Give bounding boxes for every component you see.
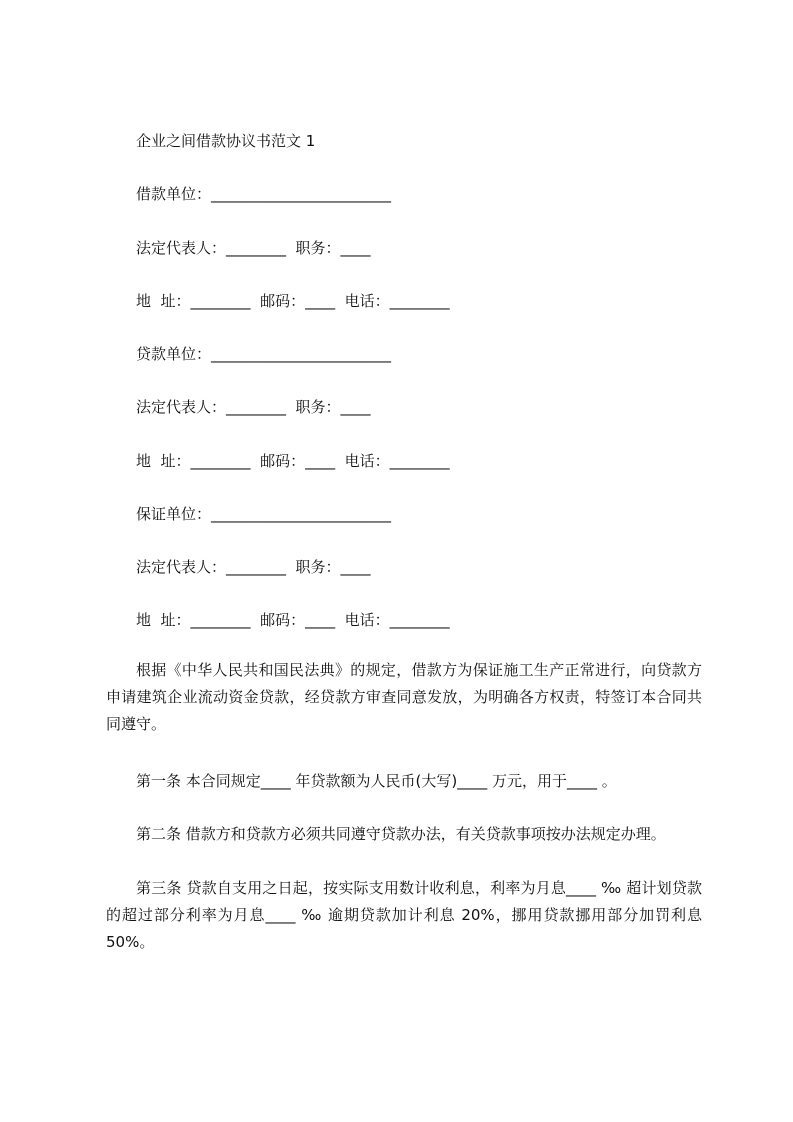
lender-address-line: 地 址：________ 邮码：____ 电话：________: [136, 452, 450, 470]
article-3: 第三条 贷款自支用之日起，按实际支用数计收利息，利率为月息____ ‰ 超计划贷款的超过部分利率为月息____ ‰ 逾期贷款加计利息 20%，挪用贷款挪用部分加罚利息 50%。: [106, 879, 702, 951]
borrower-address-line: 地 址：________ 邮码：____ 电话：________: [136, 292, 450, 310]
preamble-paragraph: 根据《中华人民共和国民法典》的规定，借款方为保证施工生产正常进行，向贷款方申请建筑企业流动资金贷款，经贷款方审查同意发放，为明确各方权责，特签订本合同共同遵守。: [106, 661, 702, 733]
lender-unit-line: 贷款单位：________________________: [136, 345, 392, 363]
guarantor-address-line: 地 址：________ 邮码：____ 电话：________: [136, 611, 450, 629]
article-2: 第二条 借款方和贷款方必须共同遵守贷款办法，有关贷款事项按办法规定办理。: [136, 825, 666, 843]
guarantor-rep-line: 法定代表人：________ 职务：____: [136, 558, 371, 576]
article-1: 第一条 本合同规定____ 年贷款额为人民币(大写)____ 万元，用于____ 。: [136, 772, 617, 790]
lender-rep-line: 法定代表人：________ 职务：____: [136, 398, 371, 416]
borrower-rep-line: 法定代表人：________ 职务：____: [136, 239, 371, 257]
borrower-unit-line: 借款单位：________________________: [136, 185, 392, 203]
document-title: 企业之间借款协议书范文 1: [136, 132, 316, 150]
guarantor-unit-line: 保证单位：________________________: [136, 505, 392, 523]
